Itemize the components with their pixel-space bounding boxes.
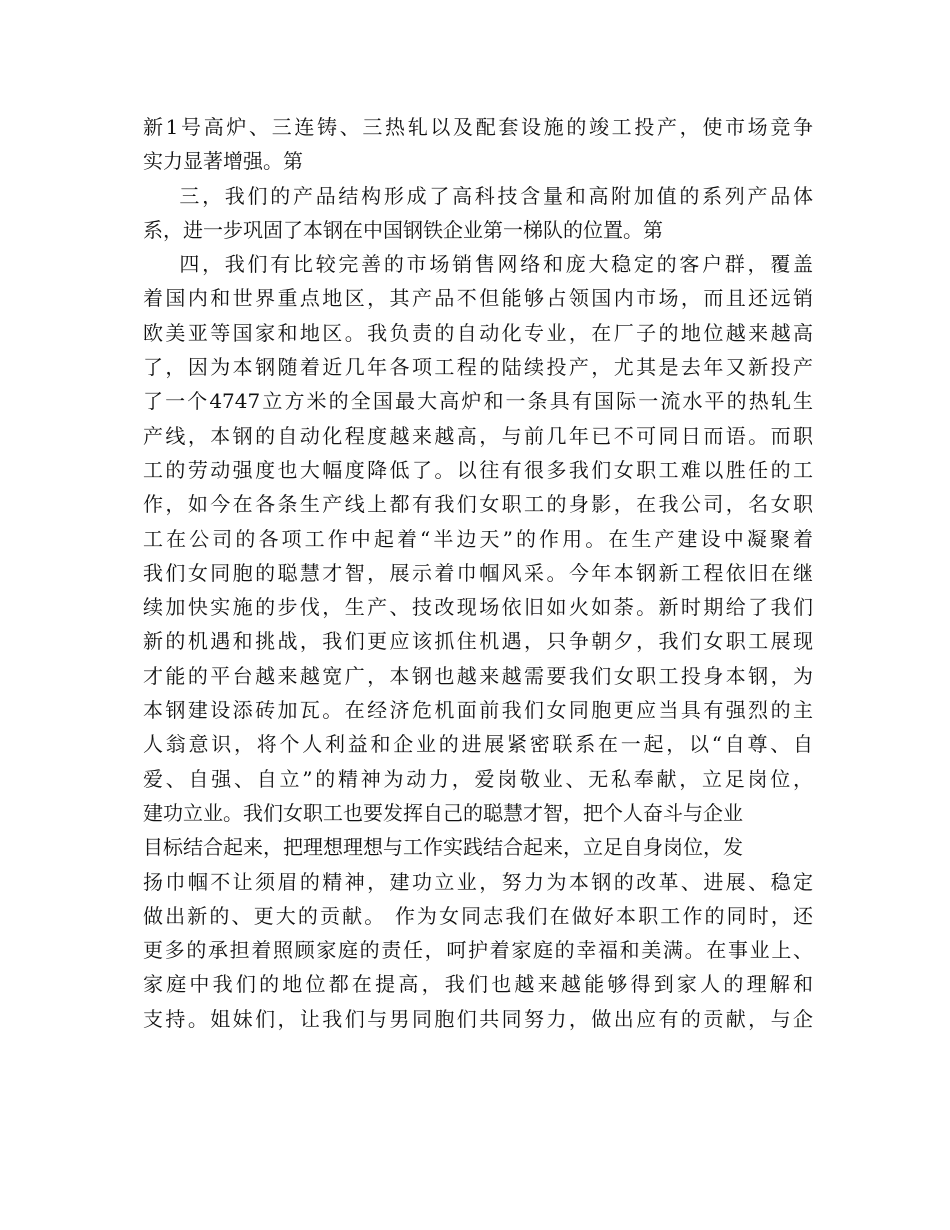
text-line: 才能的平台越来越宽广，本钢也越来越需要我们女职工投身本钢，为 (143, 663, 813, 688)
text-line: 建功立业。我们女职工也要发挥自己的聪慧才智，把个人奋斗与企业 (143, 800, 743, 825)
body-text (143, 110, 813, 1036)
text-line: 支持。姐妹们，让我们与男同胞们共同努力，做出应有的贡献，与企 (143, 1006, 813, 1031)
text-line: 续加快实施的步伐，生产、技改现场依旧如火如荼。新时期给了我们 (143, 595, 813, 620)
text-line: 三，我们的产品结构形成了高科技含量和高附加值的系列产品体 (143, 183, 813, 208)
text-line: 目标结合起来，把理想理想与工作实践结合起来，立足自身岗位，发 (143, 835, 743, 860)
text-line: 工在公司的各项工作中起着“半边天”的作用。在生产建设中凝聚着 (143, 526, 813, 551)
text-line: 人翁意识，将个人利益和企业的进展紧密联系在一起，以“自尊、自 (143, 732, 813, 757)
text-line: 新的机遇和挑战，我们更应该抓住机遇，只争朝夕，我们女职工展现 (143, 629, 813, 654)
text-line: 新1号高炉、三连铸、三热轧以及配套设施的竣工投产，使市场竞争 (143, 115, 813, 139)
text-line: 扬巾帼不让须眉的精神，建功立业，努力为本钢的改革、进展、稳定 (143, 869, 813, 894)
text-line: 工的劳动强度也大幅度降低了。以往有很多我们女职工难以胜任的工 (143, 457, 813, 482)
text-line: 爱、自强、自立”的精神为动力，爱岗敬业、无私奉献，立足岗位， (143, 766, 813, 791)
text-line: 做出新的、更大的贡献。 作为女同志我们在做好本职工作的同时，还 (143, 903, 813, 928)
text-line: 更多的承担着照顾家庭的责任，呵护着家庭的幸福和美满。在事业上、 (143, 938, 813, 963)
text-line: 着国内和世界重点地区，其产品不但能够占领国内市场，而且还远销 (143, 286, 813, 311)
text-line: 系，进一步巩固了本钢在中国钢铁企业第一梯队的位置。第 (143, 217, 663, 242)
text-line: 本钢建设添砖加瓦。在经济危机面前我们女同胞更应当具有强烈的主 (143, 698, 813, 723)
text-line: 家庭中我们的地位都在提高，我们也越来越能够得到家人的理解和 (143, 972, 813, 997)
text-line: 欧美亚等国家和地区。我负责的自动化专业，在厂子的地位越来越高 (143, 320, 813, 345)
text-line: 作，如今在各条生产线上都有我们女职工的身影，在我公司，名女职 (143, 492, 813, 517)
text-line: 四，我们有比较完善的市场销售网络和庞大稳定的客户群，覆盖 (143, 252, 813, 277)
text-line: 了，因为本钢随着近几年各项工程的陆续投产，尤其是去年又新投产 (143, 355, 813, 380)
text-line: 我们女同胞的聪慧才智，展示着巾帼风采。今年本钢新工程依旧在继 (143, 560, 813, 585)
text-line: 实力显著增强。第 (143, 149, 303, 174)
text-line: 了一个4747立方米的全国最大高炉和一条具有国际一流水平的热轧生 (143, 389, 813, 414)
text-line: 产线，本钢的自动化程度越来越高，与前几年已不可同日而语。而职 (143, 423, 813, 448)
